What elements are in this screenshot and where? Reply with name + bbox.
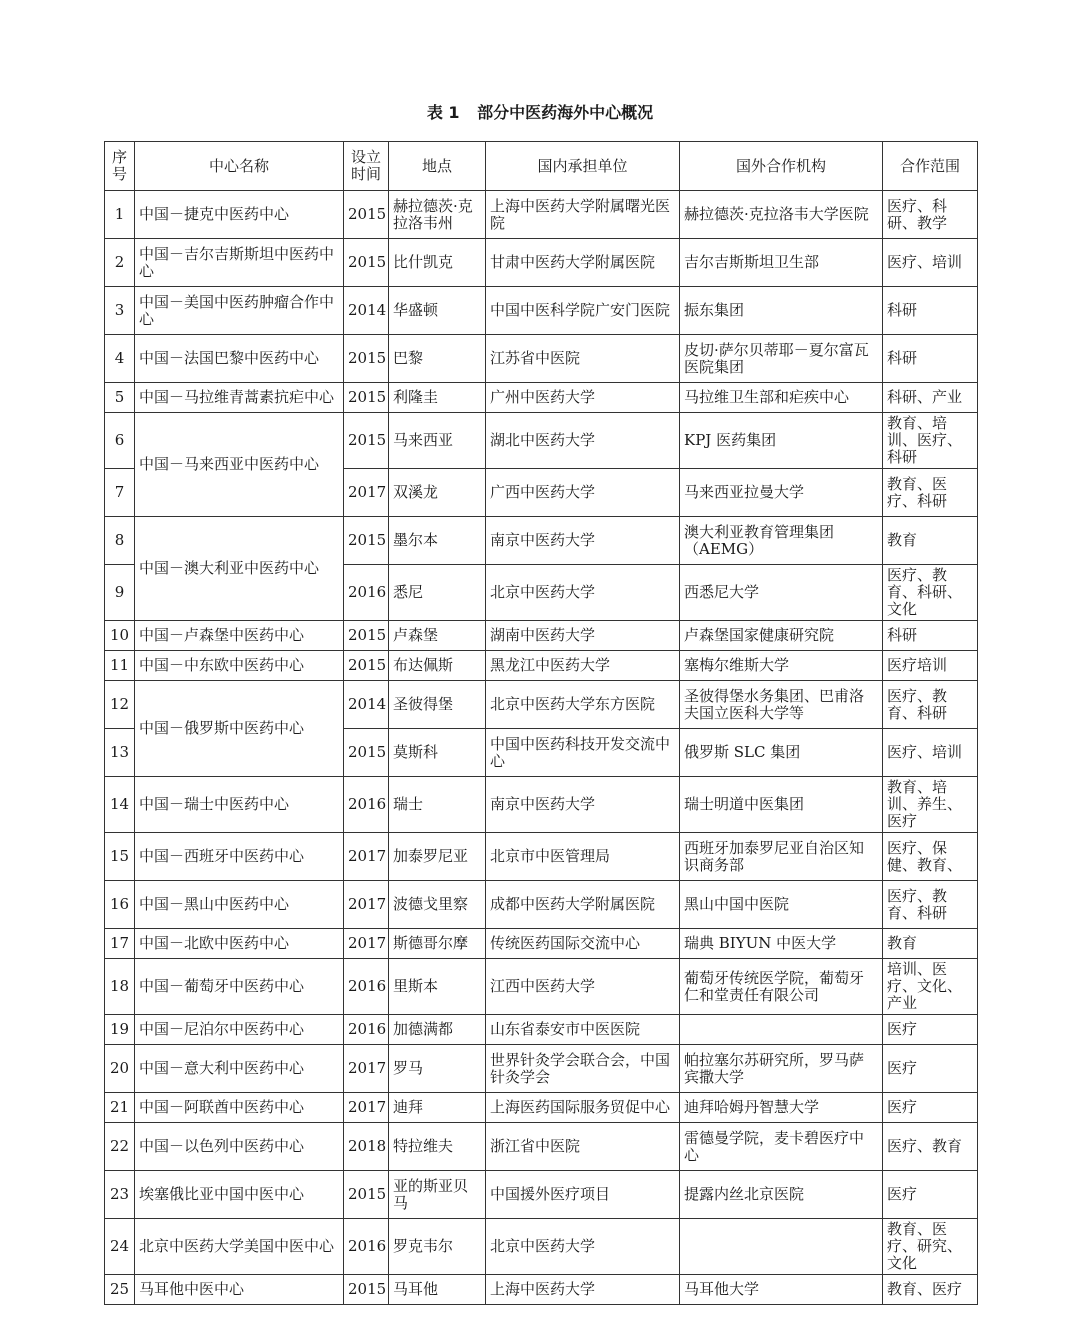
foreign-partner-cell: 瑞士明道中医集团 [680,777,883,833]
table-title: 部分中医药海外中心概况 [477,103,654,122]
location-cell: 马来西亚 [389,413,486,469]
row-number-cell: 14 [105,777,135,833]
table-number: 表 1 [426,103,460,122]
foreign-partner-cell: 西班牙加泰罗尼亚自治区知识商务部 [680,833,883,881]
domestic-unit-cell: 广州中医药大学 [486,383,680,413]
domestic-unit-cell: 江苏省中医院 [486,335,680,383]
foreign-partner-cell: 提露内丝北京医院 [680,1171,883,1219]
foreign-partner-cell: 马拉维卫生部和疟疾中心 [680,383,883,413]
center-name-cell: 中国－澳大利亚中医药中心 [135,517,344,621]
year-cell: 2015 [344,413,389,469]
year-cell: 2016 [344,1015,389,1045]
table-row [105,1275,978,1305]
year-cell: 2014 [344,681,389,729]
center-name-cell: 中国－阿联酋中医药中心 [135,1093,344,1123]
domestic-unit-cell: 甘肃中医药大学附属医院 [486,239,680,287]
domestic-unit-cell: 南京中医药大学 [486,777,680,833]
center-name-cell: 中国－马来西亚中医药中心 [135,413,344,517]
foreign-partner-cell: 赫拉德茨·克拉洛韦大学医院 [680,191,883,239]
table-row [105,383,978,413]
center-name-cell: 马耳他中医中心 [135,1275,344,1305]
domestic-unit-cell: 成都中医药大学附属医院 [486,881,680,929]
center-name-cell: 中国－葡萄牙中医药中心 [135,959,344,1015]
table-row [105,1171,978,1219]
table-body [105,191,978,1305]
center-name-cell: 中国－北欧中医药中心 [135,929,344,959]
foreign-partner-cell [680,1015,883,1045]
year-cell: 2015 [344,1275,389,1305]
row-number-cell: 25 [105,1275,135,1305]
scope-cell: 教育、培训、养生、医疗 [883,777,978,833]
row-number-cell: 5 [105,383,135,413]
center-name-cell: 中国－瑞士中医药中心 [135,777,344,833]
row-number-cell: 12 [105,681,135,729]
scope-cell: 教育、医疗、科研 [883,469,978,517]
row-number-cell: 24 [105,1219,135,1275]
header-cell: 合作范围 [883,142,978,191]
domestic-unit-cell: 北京市中医管理局 [486,833,680,881]
scope-cell: 医疗培训 [883,651,978,681]
center-name-cell: 中国－尼泊尔中医药中心 [135,1015,344,1045]
location-cell: 斯德哥尔摩 [389,929,486,959]
table-row [105,833,978,881]
location-cell: 圣彼得堡 [389,681,486,729]
header-cell: 国内承担单位 [486,142,680,191]
scope-cell: 教育 [883,929,978,959]
scope-cell: 医疗、教育、科研、文化 [883,565,978,621]
row-number-cell: 2 [105,239,135,287]
center-name-cell: 中国－俄罗斯中医药中心 [135,681,344,777]
row-number-cell: 11 [105,651,135,681]
location-cell: 华盛顿 [389,287,486,335]
domestic-unit-cell: 江西中医药大学 [486,959,680,1015]
foreign-partner-cell: 澳大利亚教育管理集团（AEMG） [680,517,883,565]
row-number-cell: 4 [105,335,135,383]
year-cell: 2017 [344,1045,389,1093]
year-cell: 2015 [344,239,389,287]
foreign-partner-cell: 吉尔吉斯斯坦卫生部 [680,239,883,287]
domestic-unit-cell: 广西中医药大学 [486,469,680,517]
table-row [105,621,978,651]
table-row [105,1045,978,1093]
center-name-cell: 中国－捷克中医药中心 [135,191,344,239]
location-cell: 迪拜 [389,1093,486,1123]
location-cell: 特拉维夫 [389,1123,486,1171]
domestic-unit-cell: 上海中医药大学 [486,1275,680,1305]
foreign-partner-cell: 马来西亚拉曼大学 [680,469,883,517]
center-name-cell: 中国－美国中医药肿瘤合作中心 [135,287,344,335]
row-number-cell: 20 [105,1045,135,1093]
center-name-cell: 中国－西班牙中医药中心 [135,833,344,881]
domestic-unit-cell: 湖南中医药大学 [486,621,680,651]
table-row [105,1219,978,1275]
location-cell: 加德满都 [389,1015,486,1045]
year-cell: 2015 [344,191,389,239]
scope-cell: 科研 [883,621,978,651]
year-cell: 2017 [344,881,389,929]
year-cell: 2017 [344,469,389,517]
table-row [105,517,978,565]
scope-cell: 教育、医疗、研究、文化 [883,1219,978,1275]
location-cell: 双溪龙 [389,469,486,517]
foreign-partner-cell: 卢森堡国家健康研究院 [680,621,883,651]
center-name-cell: 中国－卢森堡中医药中心 [135,621,344,651]
year-cell: 2016 [344,777,389,833]
row-number-cell: 17 [105,929,135,959]
location-cell: 比什凯克 [389,239,486,287]
header-row [105,142,978,191]
scope-cell: 医疗、教育、科研 [883,681,978,729]
domestic-unit-cell: 北京中医药大学 [486,1219,680,1275]
year-cell: 2015 [344,651,389,681]
location-cell: 布达佩斯 [389,651,486,681]
row-number-cell: 19 [105,1015,135,1045]
header-cell: 序号 [105,142,135,191]
header-cell: 地点 [389,142,486,191]
center-name-cell: 中国－吉尔吉斯斯坦中医药中心 [135,239,344,287]
center-name-cell: 中国－黑山中医药中心 [135,881,344,929]
table-row [105,959,978,1015]
foreign-partner-cell [680,1219,883,1275]
domestic-unit-cell: 山东省泰安市中医医院 [486,1015,680,1045]
row-number-cell: 10 [105,621,135,651]
row-number-cell: 1 [105,191,135,239]
year-cell: 2017 [344,833,389,881]
table-row [105,651,978,681]
table-row [105,191,978,239]
location-cell: 波德戈里察 [389,881,486,929]
year-cell: 2016 [344,1219,389,1275]
foreign-partner-cell: 西悉尼大学 [680,565,883,621]
location-cell: 莫斯科 [389,729,486,777]
scope-cell: 教育 [883,517,978,565]
row-number-cell: 9 [105,565,135,621]
center-name-cell: 中国－以色列中医药中心 [135,1123,344,1171]
domestic-unit-cell: 北京中医药大学东方医院 [486,681,680,729]
location-cell: 赫拉德茨·克拉洛韦州 [389,191,486,239]
row-number-cell: 15 [105,833,135,881]
foreign-partner-cell: 葡萄牙传统医学院，葡萄牙仁和堂责任有限公司 [680,959,883,1015]
row-number-cell: 6 [105,413,135,469]
table-row [105,881,978,929]
scope-cell: 医疗、科研、教学 [883,191,978,239]
foreign-partner-cell: 黑山中国中医院 [680,881,883,929]
row-number-cell: 16 [105,881,135,929]
scope-cell: 教育、培训、医疗、科研 [883,413,978,469]
table-row [105,335,978,383]
table-row [105,681,978,729]
domestic-unit-cell: 上海医药国际服务贸促中心 [486,1093,680,1123]
row-number-cell: 23 [105,1171,135,1219]
location-cell: 利隆圭 [389,383,486,413]
foreign-partner-cell: 圣彼得堡水务集团、巴甫洛夫国立医科大学等 [680,681,883,729]
year-cell: 2015 [344,729,389,777]
scope-cell: 医疗、教育、科研 [883,881,978,929]
scope-cell: 科研 [883,287,978,335]
year-cell: 2016 [344,959,389,1015]
header-cell: 国外合作机构 [680,142,883,191]
table-row [105,1123,978,1171]
location-cell: 墨尔本 [389,517,486,565]
domestic-unit-cell: 南京中医药大学 [486,517,680,565]
domestic-unit-cell: 浙江省中医院 [486,1123,680,1171]
domestic-unit-cell: 上海中医药大学附属曙光医院 [486,191,680,239]
table-row [105,239,978,287]
row-number-cell: 18 [105,959,135,1015]
scope-cell: 医疗、保健、教育、 [883,833,978,881]
domestic-unit-cell: 黑龙江中医药大学 [486,651,680,681]
location-cell: 亚的斯亚贝马 [389,1171,486,1219]
scope-cell: 医疗 [883,1045,978,1093]
location-cell: 加泰罗尼亚 [389,833,486,881]
year-cell: 2015 [344,335,389,383]
table-row [105,929,978,959]
location-cell: 瑞士 [389,777,486,833]
scope-cell: 医疗、培训 [883,729,978,777]
location-cell: 里斯本 [389,959,486,1015]
year-cell: 2018 [344,1123,389,1171]
location-cell: 悉尼 [389,565,486,621]
foreign-partner-cell: 帕拉塞尔苏研究所，罗马萨宾撒大学 [680,1045,883,1093]
foreign-partner-cell: 瑞典 BIYUN 中医大学 [680,929,883,959]
location-cell: 马耳他 [389,1275,486,1305]
scope-cell: 医疗 [883,1015,978,1045]
header-cell: 中心名称 [135,142,344,191]
location-cell: 罗克韦尔 [389,1219,486,1275]
scope-cell: 科研、产业 [883,383,978,413]
domestic-unit-cell: 北京中医药大学 [486,565,680,621]
center-name-cell: 中国－马拉维青蒿素抗疟中心 [135,383,344,413]
domestic-unit-cell: 世界针灸学会联合会，中国针灸学会 [486,1045,680,1093]
foreign-partner-cell: 雷德曼学院，麦卡碧医疗中心 [680,1123,883,1171]
domestic-unit-cell: 传统医药国际交流中心 [486,929,680,959]
year-cell: 2017 [344,929,389,959]
year-cell: 2015 [344,621,389,651]
domestic-unit-cell: 中国中医科学院广安门医院 [486,287,680,335]
scope-cell: 教育、医疗 [883,1275,978,1305]
foreign-partner-cell: 迪拜哈姆丹智慧大学 [680,1093,883,1123]
location-cell: 卢森堡 [389,621,486,651]
location-cell: 巴黎 [389,335,486,383]
center-name-cell: 中国－中东欧中医药中心 [135,651,344,681]
row-number-cell: 7 [105,469,135,517]
year-cell: 2015 [344,1171,389,1219]
row-number-cell: 3 [105,287,135,335]
location-cell: 罗马 [389,1045,486,1093]
year-cell: 2015 [344,383,389,413]
scope-cell: 医疗、教育 [883,1123,978,1171]
year-cell: 2016 [344,565,389,621]
domestic-unit-cell: 中国援外医疗项目 [486,1171,680,1219]
table-row [105,287,978,335]
table-row [105,1093,978,1123]
row-number-cell: 21 [105,1093,135,1123]
foreign-partner-cell: 马耳他大学 [680,1275,883,1305]
scope-cell: 医疗、培训 [883,239,978,287]
table-row [105,1015,978,1045]
year-cell: 2017 [344,1093,389,1123]
foreign-partner-cell: KPJ 医药集团 [680,413,883,469]
foreign-partner-cell: 皮切·萨尔贝蒂耶－夏尔富瓦医院集团 [680,335,883,383]
domestic-unit-cell: 湖北中医药大学 [486,413,680,469]
center-name-cell: 中国－意大利中医药中心 [135,1045,344,1093]
year-cell: 2014 [344,287,389,335]
table-row [105,413,978,469]
row-number-cell: 13 [105,729,135,777]
scope-cell: 医疗 [883,1171,978,1219]
overseas-centers-table [104,141,978,1305]
center-name-cell: 中国－法国巴黎中医药中心 [135,335,344,383]
foreign-partner-cell: 振东集团 [680,287,883,335]
foreign-partner-cell: 俄罗斯 SLC 集团 [680,729,883,777]
row-number-cell: 22 [105,1123,135,1171]
table-caption [0,100,1080,123]
table-row [105,777,978,833]
scope-cell: 医疗 [883,1093,978,1123]
header-cell: 设立时间 [344,142,389,191]
foreign-partner-cell: 塞梅尔维斯大学 [680,651,883,681]
center-name-cell: 北京中医药大学美国中医中心 [135,1219,344,1275]
scope-cell: 科研 [883,335,978,383]
domestic-unit-cell: 中国中医药科技开发交流中心 [486,729,680,777]
center-name-cell: 埃塞俄比亚中国中医中心 [135,1171,344,1219]
row-number-cell: 8 [105,517,135,565]
scope-cell: 培训、医疗、文化、产业 [883,959,978,1015]
year-cell: 2015 [344,517,389,565]
